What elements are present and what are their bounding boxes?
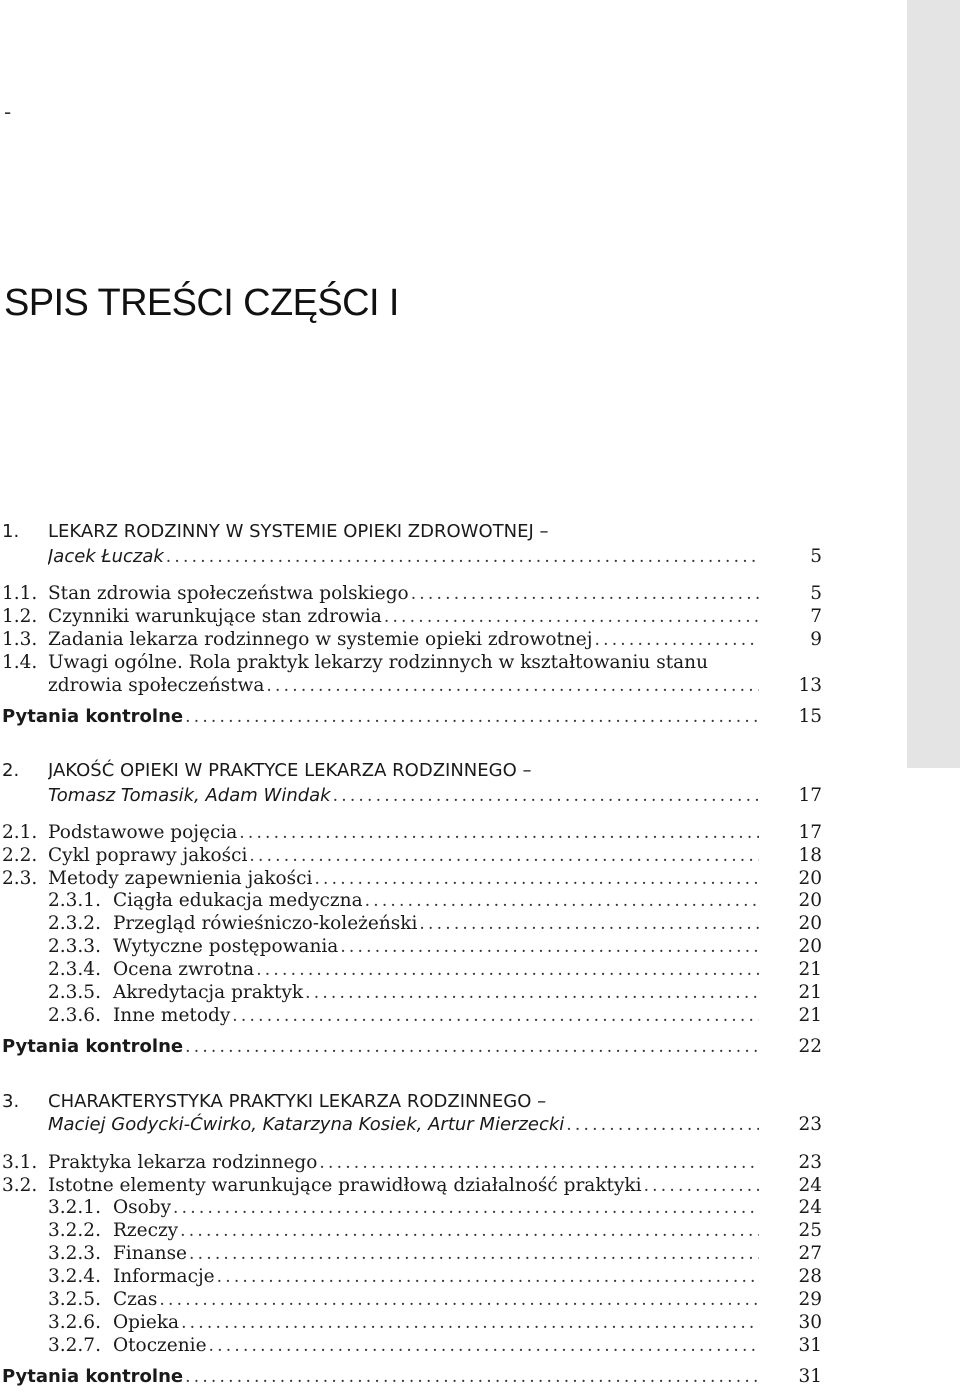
dot-leader [331,784,759,808]
page-number: 20 [798,868,822,889]
section-title: Zadania lekarza rodzinnego w systemie opieki zdrowotnej [48,629,593,650]
dot-leader [179,1311,759,1335]
page-number: 9 [810,629,822,650]
toc-entry-text [48,1174,759,1198]
toc-entry-text [48,1090,759,1114]
page-number: 20 [798,936,822,957]
page-number: 5 [810,583,822,604]
toc-entry [0,844,824,868]
page-number: 18 [798,845,822,866]
page-number: 30 [798,1312,822,1333]
subsection-number: 3.2.6. [48,1312,101,1333]
dot-leader [593,628,760,652]
subsection-number: 2.3.5. [48,982,101,1003]
page-marker: - [4,100,12,124]
dot-leader [164,545,759,569]
toc-entry [0,1196,824,1220]
toc-entry-text [48,784,759,808]
subsection-number: 3.2.2. [48,1220,101,1241]
toc-entry-text [48,981,759,1005]
subsection-number: 3.2.3. [48,1243,101,1264]
toc-entry [0,1365,824,1389]
toc-entry [0,1311,824,1335]
subsection-title: Ocena zwrotna [112,959,255,980]
section-number: 3.2. [2,1175,38,1196]
toc-entry [0,520,824,544]
section-title: Podstawowe pojęcia [48,822,238,843]
toc-entry [0,981,824,1005]
dot-leader [642,1174,759,1198]
toc-entry-text [48,1265,759,1289]
subsection-number: 2.3.1. [48,890,101,911]
dot-leader [303,981,759,1005]
subsection-title: Informacje [112,1266,215,1287]
section-number: 1.2. [2,606,38,627]
toc-entry-text [2,1035,759,1059]
chapter-title: JAKOŚĆ OPIEKI W PRAKTYCE LEKARZA RODZINNEGO – [48,760,532,781]
dot-leader [417,912,759,936]
toc-entry-text [48,605,759,629]
page-number: 13 [798,675,822,696]
toc-entry-text [48,651,759,675]
subsection-title: Osoby [112,1197,172,1218]
dot-leader [178,1219,759,1243]
section-title: Metody zapewnienia jakości [48,868,313,889]
toc-entry [0,628,824,652]
toc-entry-text [48,759,759,783]
section-number: 2.1. [2,822,38,843]
page-number: 28 [798,1266,822,1287]
page-number: 20 [798,890,822,911]
toc-entry-text [48,582,759,606]
chapter-number: 3. [2,1091,20,1112]
dot-leader [183,1365,759,1389]
section-title: Istotne elementy warunkujące prawidłową działalność praktyki [48,1175,642,1196]
section-title: Czynniki warunkujące stan zdrowia [48,606,382,627]
dot-leader [207,1334,759,1358]
subsection-title: Finanse [112,1243,188,1264]
toc-entry-text [48,1334,759,1358]
dot-leader [338,935,759,959]
subsection-number: 3.2.5. [48,1289,101,1310]
dot-leader [215,1265,759,1289]
subsection-title: Inne metody [112,1005,231,1026]
dot-leader [363,889,759,913]
subsection-number: 3.2.4. [48,1266,101,1287]
subsection-title: Opieka [112,1312,180,1333]
dot-leader [312,867,759,891]
toc-entry [0,1265,824,1289]
dot-leader [187,1242,759,1266]
toc-entry-text [48,844,759,868]
toc-entry [0,759,824,783]
page-number: 22 [798,1036,822,1057]
chapter-number: 1. [2,521,20,542]
page-number: 29 [798,1289,822,1310]
dot-leader [382,605,759,629]
chapter-authors: Maciej Godycki-Ćwirko, Katarzyna Kosiek, Artur Mierzecki [48,1114,565,1135]
toc-entry [0,1174,824,1198]
page-number: 24 [798,1197,822,1218]
dot-leader [254,958,759,982]
page-number: 24 [798,1175,822,1196]
page-number: 5 [810,546,822,567]
chapter-title: CHARAKTERYSTYKA PRAKTYKI LEKARZA RODZINNEGO – [48,1091,547,1112]
page-number: 31 [798,1335,822,1356]
section-number: 2.3. [2,868,38,889]
toc-entry-text [2,1365,759,1389]
subsection-title: Ciągła edukacja medyczna [112,890,363,911]
dot-leader [171,1196,759,1220]
review-questions-label: Pytania kontrolne [2,1366,184,1387]
toc-entry [0,1035,824,1059]
toc-entry-text [48,889,759,913]
dot-leader [157,1288,759,1312]
toc-entry-text [48,1113,759,1137]
page-number: 20 [798,913,822,934]
subsection-number: 2.3.3. [48,936,101,957]
subsection-title: Akredytacja praktyk [112,982,304,1003]
toc-entry-text [48,1196,759,1220]
toc-entry-text [48,1004,759,1028]
dot-leader [237,821,759,845]
toc-entry-text [48,545,759,569]
section-title-continued: zdrowia społeczeństwa [48,675,265,696]
toc-entry [0,705,824,729]
toc-entry-text [48,1151,759,1175]
section-number: 1.3. [2,629,38,650]
toc-entry-text [48,1311,759,1335]
subsection-number: 3.2.7. [48,1335,101,1356]
page-title: SPIS TREŚCI CZĘŚCI I [4,282,399,324]
page-number: 27 [798,1243,822,1264]
page-number: 15 [798,706,822,727]
page-number: 7 [810,606,822,627]
toc-entry [0,1090,824,1114]
toc-entry [0,651,824,675]
toc-entry [0,821,824,845]
subsection-number: 2.3.2. [48,913,101,934]
toc-entry-text [48,628,759,652]
page-number: 31 [798,1366,822,1387]
toc-entry-text [48,821,759,845]
dot-leader [264,674,759,698]
toc-entry [0,935,824,959]
subsection-number: 3.2.1. [48,1197,101,1218]
toc-entry [0,1334,824,1358]
toc-entry-text [48,520,759,544]
section-number: 1.4. [2,652,38,673]
toc-entry [0,867,824,891]
toc-entry [0,1151,824,1175]
subsection-title: Przegląd rówieśniczo-koleżeński [112,913,418,934]
section-number: 1.1. [2,583,38,604]
dot-leader [409,582,759,606]
toc-entry [0,605,824,629]
dot-leader [183,705,759,729]
toc-entry-text [48,674,759,698]
page-number: 21 [798,959,822,980]
review-questions-label: Pytania kontrolne [2,1036,184,1057]
subsection-title: Czas [112,1289,158,1310]
toc-entry [0,1219,824,1243]
section-number: 3.1. [2,1152,38,1173]
toc-entry [0,889,824,913]
toc-entry [0,582,824,606]
section-title: Stan zdrowia społeczeństwa polskiego [48,583,409,604]
toc-entry-text [48,935,759,959]
toc-entry-text [48,912,759,936]
subsection-number: 2.3.4. [48,959,101,980]
toc-entry-text [2,705,759,729]
page-number: 23 [798,1152,822,1173]
dot-leader [230,1004,759,1028]
chapter-authors: Tomasz Tomasik, Adam Windak [48,785,331,806]
page-number: 17 [798,822,822,843]
dot-leader [564,1113,759,1137]
toc-entry [0,1242,824,1266]
page-number: 21 [798,982,822,1003]
dot-leader [317,1151,759,1175]
toc-entry [0,1113,824,1137]
toc-entry-text [48,1288,759,1312]
dot-leader [183,1035,759,1059]
toc-entry-text [48,1219,759,1243]
toc-entry [0,958,824,982]
page-number: 17 [798,785,822,806]
chapter-number: 2. [2,760,20,781]
toc-entry-text [48,867,759,891]
section-title: Praktyka lekarza rodzinnego [48,1152,318,1173]
side-tab-marker [907,0,960,768]
page-number: 25 [798,1220,822,1241]
toc-entry [0,1004,824,1028]
page-number: 21 [798,1005,822,1026]
subsection-number: 2.3.6. [48,1005,101,1026]
toc-entry [0,545,824,569]
toc-entry [0,784,824,808]
page-number: 23 [798,1114,822,1135]
toc-entry-text [48,958,759,982]
section-title: Uwagi ogólne. Rola praktyk lekarzy rodzinnych w kształtowaniu stanu [48,652,708,673]
review-questions-label: Pytania kontrolne [2,706,184,727]
section-number: 2.2. [2,845,38,866]
subsection-title: Wytyczne postępowania [112,936,339,957]
subsection-title: Rzeczy [112,1220,179,1241]
toc-entry [0,912,824,936]
chapter-title: LEKARZ RODZINNY W SYSTEMIE OPIEKI ZDROWOTNEJ – [48,521,549,542]
subsection-title: Otoczenie [112,1335,207,1356]
toc-entry-text [48,1242,759,1266]
section-title: Cykl poprawy jakości [48,845,248,866]
toc-entry [0,1288,824,1312]
dot-leader [247,844,759,868]
chapter-authors: Jacek Łuczak [48,546,164,567]
toc-entry [0,674,824,698]
